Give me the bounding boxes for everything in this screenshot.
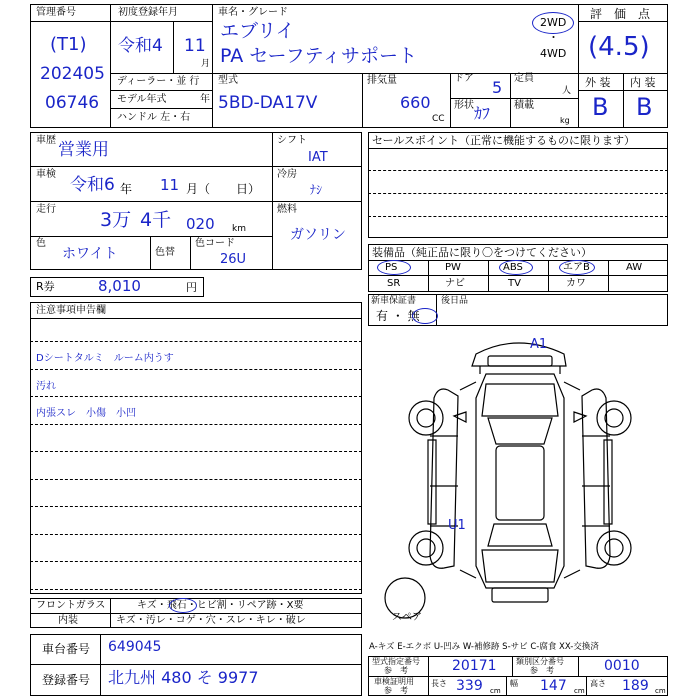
mileage-man: 3万 <box>100 209 132 231</box>
height-label: 高さ <box>590 679 606 688</box>
interior-grade: B <box>636 93 653 121</box>
notes-rule <box>30 561 362 562</box>
load-unit: kg <box>560 116 570 125</box>
year-unit: 年 <box>200 94 210 105</box>
reg-number: 北九州 480 そ 9977 <box>108 668 259 687</box>
sales-points-label: セールスポイント（正常に機能するものに限ります） <box>372 134 636 147</box>
equipment-label: 装備品（純正品に限り〇をつけてください） <box>372 246 592 259</box>
drive-dot: ・ <box>548 31 559 44</box>
length-unit: cm <box>490 687 501 695</box>
inspection-label: 車検 <box>36 169 56 180</box>
notes-rule <box>30 479 362 480</box>
width-label: 幅 <box>510 679 518 688</box>
car-name: エブリイ <box>220 20 295 42</box>
color-code-label: 色コード <box>195 238 235 249</box>
fuel-label: 燃料 <box>277 204 297 215</box>
notes-rule <box>30 369 362 370</box>
inspection-day-unit: 日） <box>236 182 261 196</box>
grade: PA セーフティサポート <box>220 45 418 67</box>
mileage-sen: 4千 <box>140 209 172 231</box>
notes-rule <box>30 506 362 507</box>
cert-label: 車検証明用 <box>374 677 414 686</box>
shape-label: 形状 <box>454 100 474 111</box>
yen-unit: 円 <box>186 281 197 294</box>
class-ref: 参 考 <box>530 666 554 675</box>
length-label: 長さ <box>431 679 447 688</box>
first-reg-label: 初度登録年月 <box>118 7 178 18</box>
color-code: 26U <box>220 252 247 267</box>
interior-cond-value: キズ・汚レ・コゲ・穴・スレ・キレ・破レ <box>116 615 306 626</box>
notes-rule <box>30 424 362 425</box>
mileage-label: 走行 <box>36 204 56 215</box>
inspection-year-unit: 年 <box>120 182 133 196</box>
postdate-label: 後日品 <box>441 296 469 306</box>
notes-section <box>30 302 362 594</box>
month-unit: 月 <box>201 59 211 69</box>
inspection-month: 11 <box>160 176 180 194</box>
rating-label: 評 価 点 <box>590 7 651 21</box>
notes-label: 注意事項申告欄 <box>36 305 106 316</box>
history-label: 車歴 <box>36 135 56 146</box>
recycle-value: 8,010 <box>98 277 141 295</box>
notes-rule <box>30 589 362 590</box>
cc-unit: CC <box>432 114 445 124</box>
width-unit: cm <box>574 687 585 695</box>
model-year-label: モデル年式 <box>117 94 167 105</box>
fuel-value: ガソリン <box>290 227 346 243</box>
equip-sr: SR <box>387 278 401 289</box>
shift-value: IAT <box>308 150 328 165</box>
length-value: 339 <box>456 678 483 694</box>
first-reg-month: 11 <box>184 36 206 56</box>
notes-rule <box>30 341 362 342</box>
first-reg-era: 令和4 <box>118 36 163 56</box>
warranty-value: 有 ・ 無 <box>376 309 420 323</box>
equip-pw: PW <box>445 262 461 273</box>
type-number: 20171 <box>452 658 497 674</box>
equip-navi: ナビ <box>445 278 465 289</box>
type-ref: 参 考 <box>384 666 408 675</box>
km-unit: km <box>232 224 246 234</box>
equip-ps: PS <box>385 262 398 273</box>
ac-label: 冷房 <box>277 169 297 180</box>
cert-ref: 参 考 <box>384 686 408 695</box>
notes-line-3: 内張スレ 小傷 小凹 <box>36 408 136 419</box>
dealer-label: ディーラー・並 行 <box>117 76 200 87</box>
mgmt-num2: 06746 <box>45 93 100 113</box>
mgmt-tag: (T1) <box>50 34 87 55</box>
front-glass-label: フロントガラス <box>36 600 106 611</box>
mgmt-label: 管理番号 <box>36 7 76 18</box>
notes-rule <box>30 396 362 397</box>
spare-label: スペア <box>392 612 422 623</box>
notes-line-2: 汚れ <box>36 381 56 392</box>
notes-rule <box>30 534 362 535</box>
shape: ｶﾌ <box>474 104 491 123</box>
car-damage-diagram <box>368 326 668 626</box>
class-number: 0010 <box>604 658 640 674</box>
equip-abs: ABS <box>503 262 523 273</box>
displacement-label: 排気量 <box>367 75 397 86</box>
exterior-label: 外 装 <box>585 76 611 89</box>
chassis-number: 649045 <box>108 639 162 655</box>
equip-tv: TV <box>508 278 521 289</box>
model-code: 5BD-DA17V <box>218 93 318 113</box>
front-glass-value: キズ・飛石・ヒビ割・リペア跡・X要 <box>137 600 304 611</box>
interior-cond-label: 内装 <box>58 615 78 626</box>
warranty-none-circle <box>412 308 438 324</box>
height-value: 189 <box>622 678 649 694</box>
doors-label: ドア <box>454 73 474 84</box>
history-value: 営業用 <box>58 140 109 160</box>
handle-label: ハンドル 左・右 <box>117 112 191 123</box>
displacement: 660 <box>400 93 431 112</box>
equip-aw: AW <box>626 262 643 273</box>
car-name-label: 車名・グレード <box>218 7 288 18</box>
damage-a1: A1 <box>530 337 548 352</box>
equip-airbag: エアB <box>563 262 590 273</box>
ac-value: ﾅｼ <box>310 183 323 197</box>
model-label: 型式 <box>218 75 238 86</box>
reg-label: 登録番号 <box>42 673 91 687</box>
color-change-label: 色替 <box>155 247 175 258</box>
height-unit: cm <box>655 687 666 695</box>
recycle-label: R券 <box>36 280 55 293</box>
class-label: 類別区分番号 <box>516 657 564 666</box>
stone-chip-circle <box>169 598 197 613</box>
equip-leather: カワ <box>566 278 586 289</box>
color-value: ホワイト <box>62 246 118 262</box>
color-label: 色 <box>36 238 46 249</box>
width-value: 147 <box>540 678 567 694</box>
chassis-label: 車台番号 <box>42 642 91 656</box>
capacity-label: 定員 <box>514 73 534 84</box>
drive-4wd: 4WD <box>540 47 567 60</box>
type-label: 型式指定番号 <box>372 657 420 666</box>
inspection-era: 令和6 <box>70 175 115 195</box>
inspection-month-unit: 月（ <box>186 182 211 196</box>
drive-2wd: 2WD <box>540 16 567 29</box>
exterior-grade: B <box>592 93 609 121</box>
mileage-rest: 020 <box>186 215 215 233</box>
warranty-label: 新車保証書 <box>371 296 417 306</box>
damage-u1: U1 <box>448 518 466 533</box>
mgmt-num1: 202405 <box>40 64 105 84</box>
notes-rule <box>30 451 362 452</box>
doors: 5 <box>492 78 503 97</box>
interior-label: 内 装 <box>630 76 656 89</box>
damage-legend: A-キズ E-エクボ U-凹み W-補修跡 S-サビ C-腐食 XX-交換済 <box>369 642 599 652</box>
load-label: 積載 <box>514 100 534 111</box>
shift-label: シフト <box>277 135 307 146</box>
capacity-unit: 人 <box>562 86 572 96</box>
notes-line-1: Dシートタルミ ルーム内うす <box>36 353 174 364</box>
rating: (4.5) <box>588 32 650 62</box>
